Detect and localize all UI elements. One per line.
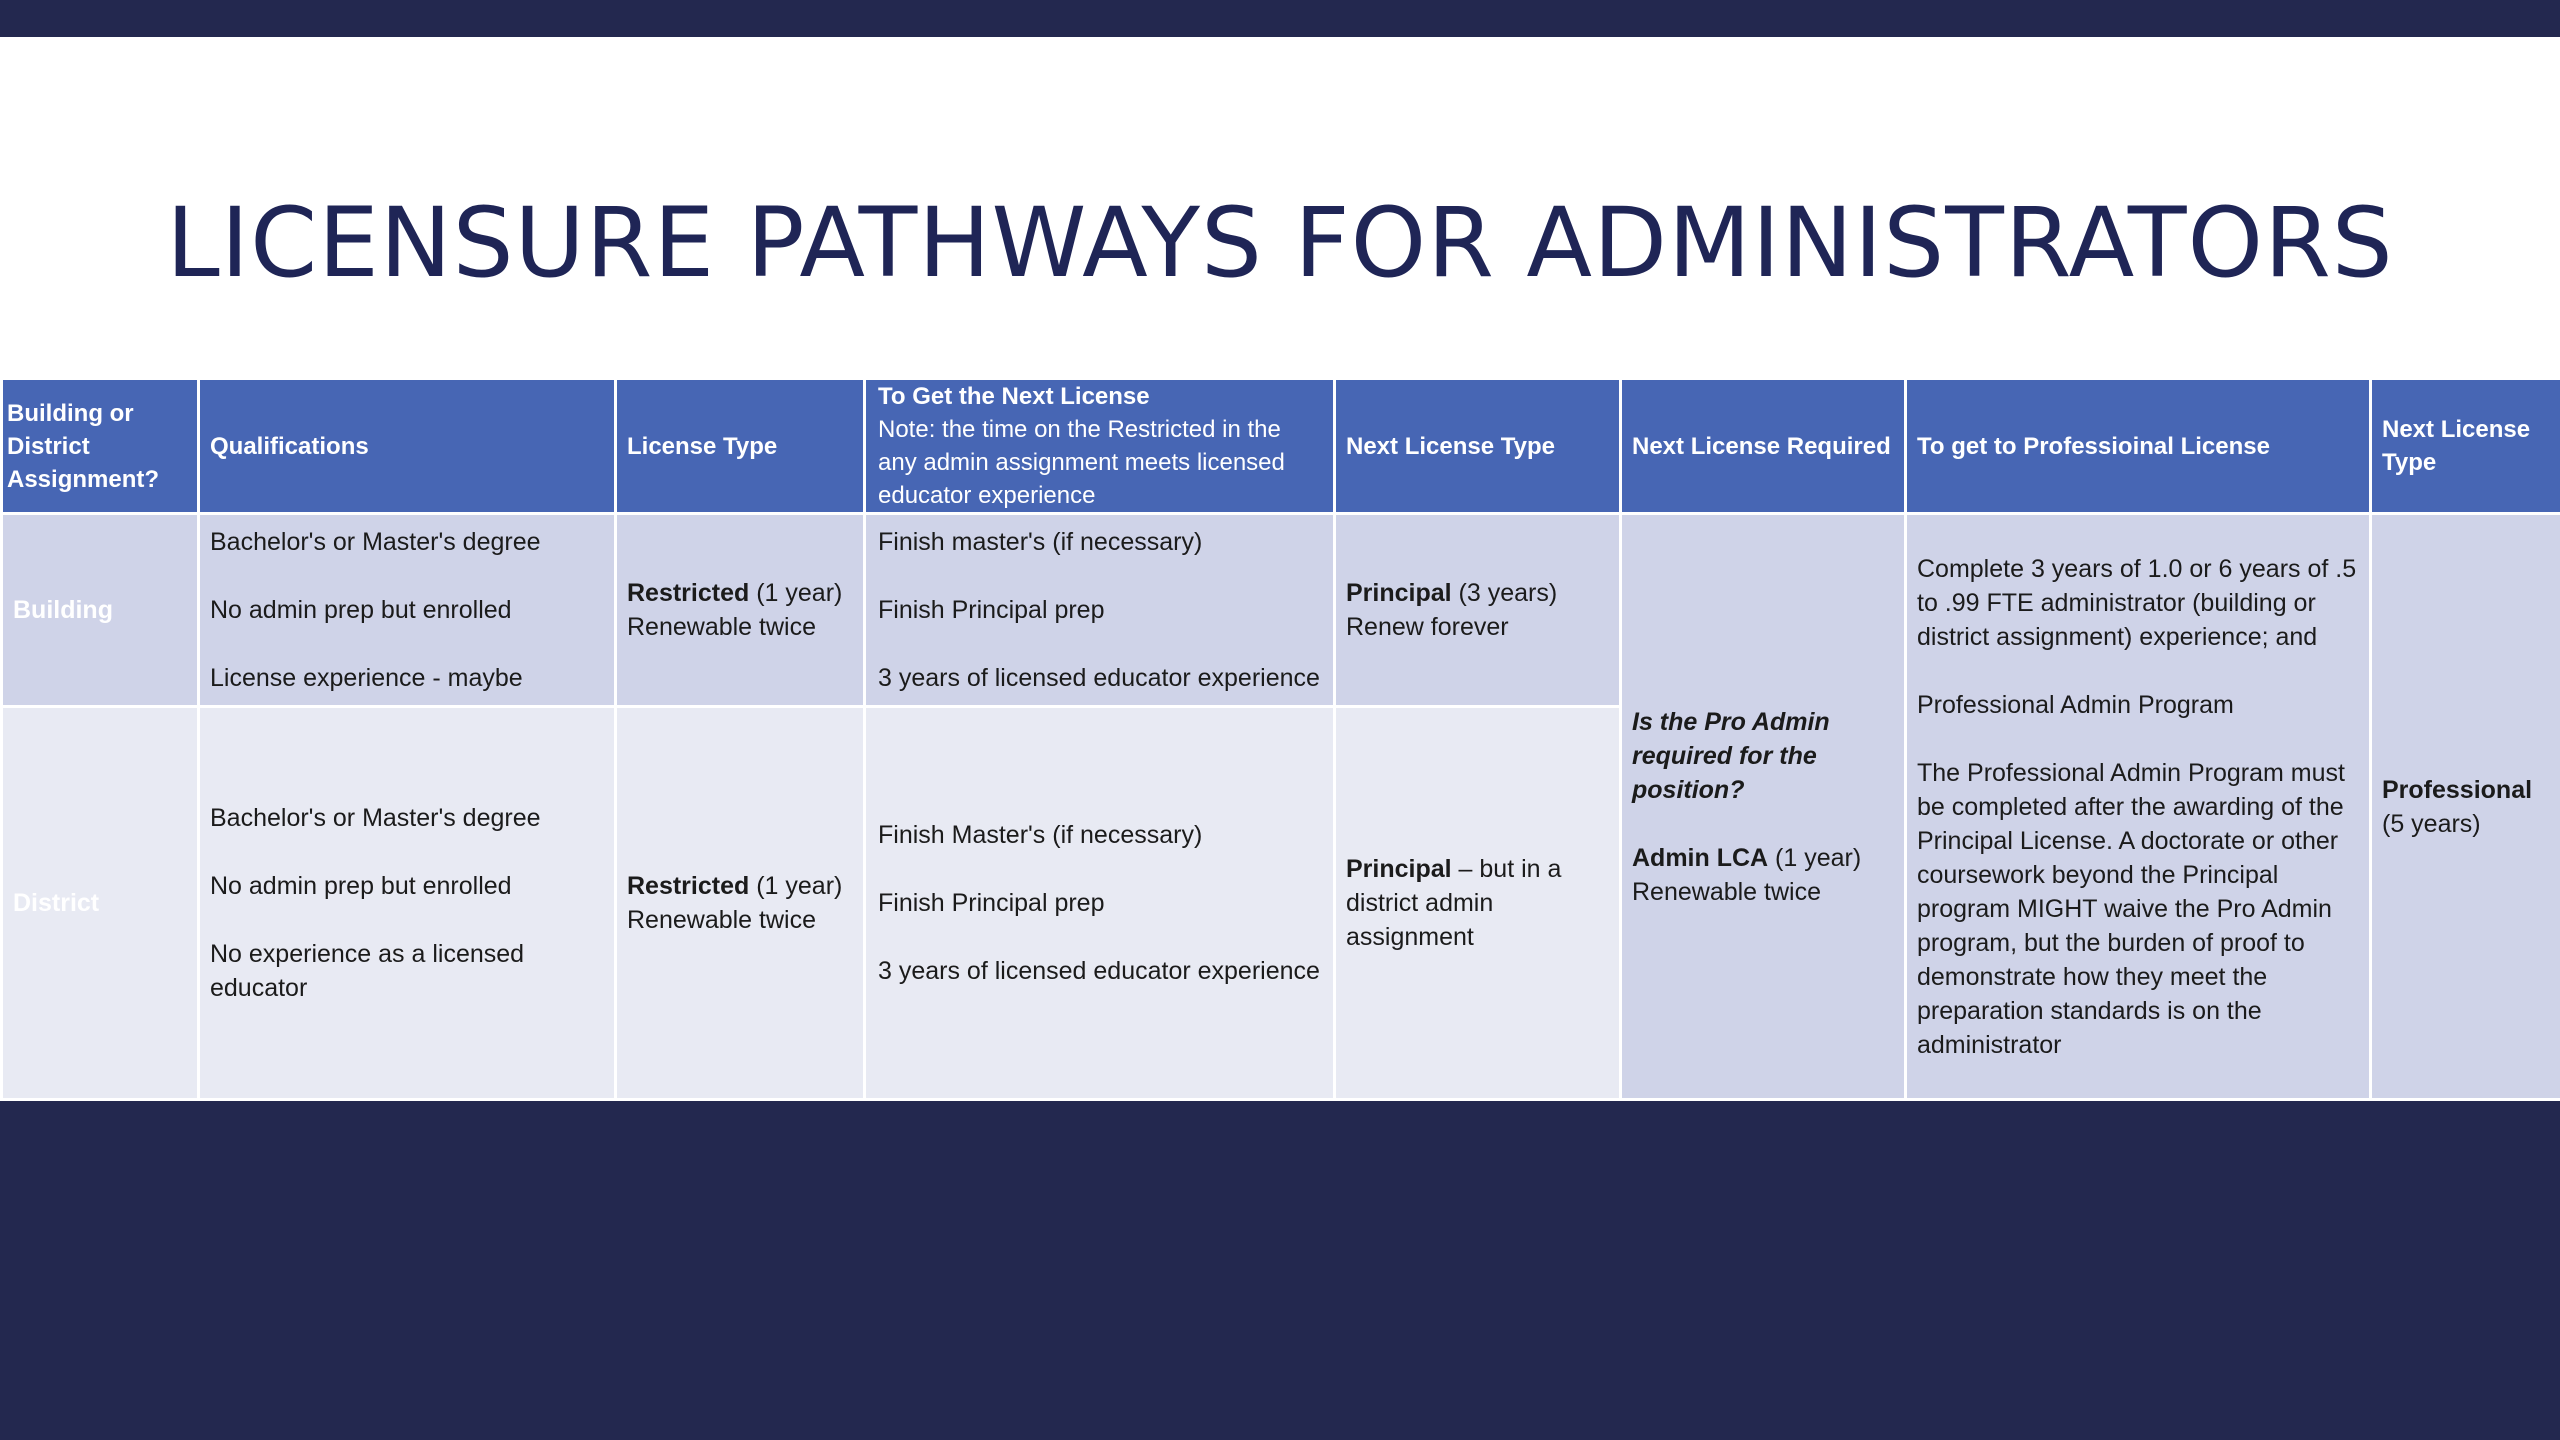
license-type-duration: (1 year) [749,579,843,608]
qualification-item: No admin prep but enrolled [210,872,512,901]
qualification-item: Bachelor's or Master's degree [210,528,541,557]
license-type-district [616,707,865,1100]
next-license-name: Principal [1346,579,1452,608]
qualification-item: No experience as a licensed educator [210,940,525,1003]
qualifications-building [199,514,616,707]
license-type-name: Restricted [627,579,750,608]
final-license-duration: (5 years) [2382,809,2481,838]
final-license-cell [2371,514,2560,1100]
license-type-building [616,514,865,707]
page-title: LICENSURE PATHWAYS FOR ADMINISTRATORS [166,187,2394,299]
admin-lca-renewal: Renewable twice [1632,877,1821,906]
next-license-name: Principal [1346,855,1452,884]
col-header-next-license-steps-title: To Get the Next License [878,383,1150,410]
next-step-item: Finish Principal prep [878,889,1105,918]
professional-steps-cell [1906,514,2371,1100]
table-row-building [2,514,2560,707]
admin-lca-duration: (1 year) [1768,843,1862,872]
license-type-renewal: Renewable twice [627,613,816,642]
next-license-building [1335,514,1621,707]
pro-admin-question: Is the Pro Admin required for the position? [1632,707,1830,804]
next-license-duration: (3 years) [1451,579,1558,608]
col-header-next-license-note: Note: the time on the Restricted in the any admin assignment meets licensed educator experience [878,416,1285,510]
col-header-professional-steps: To get to Professioinal License [1906,379,2371,514]
final-license-name: Professional [2382,775,2533,804]
next-license-district [1335,707,1621,1100]
col-header-next-license-required: Next License Required [1621,379,1906,514]
license-type-name: Restricted [627,872,750,901]
col-header-next-license-type: Next License Type [1335,379,1621,514]
qualification-item: No admin prep but enrolled [210,596,512,625]
row-label-building: Building [2,514,199,707]
qualification-item: Bachelor's or Master's degree [210,804,541,833]
col-header-license-type: License Type [616,379,865,514]
qualifications-district [199,707,616,1100]
qualification-item: License experience - maybe [210,664,523,693]
next-step-item: Finish Master's (if necessary) [878,821,1203,850]
admin-lca-name: Admin LCA [1632,843,1769,872]
next-steps-building [865,514,1335,707]
next-step-item: Finish Principal prep [878,596,1105,625]
col-header-final-license-type: Next License Type [2371,379,2560,514]
col-header-qualifications: Qualifications [199,379,616,514]
col-header-assignment: Building or District Assignment? [2,379,199,514]
next-license-renewal: Renew forever [1346,613,1509,642]
header-row [2,379,2560,514]
licensure-table [0,377,2560,1101]
next-steps-district [865,707,1335,1100]
license-type-duration: (1 year) [749,872,843,901]
next-step-item: 3 years of licensed educator experience [878,664,1320,693]
professional-step-item: Complete 3 years of 1.0 or 6 years of .5 to .99 FTE administrator (building or district assignment) experience; and [1917,554,2357,651]
next-license-required-cell [1621,514,1906,1100]
next-step-item: 3 years of licensed educator experience [878,957,1320,986]
license-type-renewal: Renewable twice [627,906,816,935]
next-license-note: – but in a district admin assignment [1346,855,1562,952]
col-header-next-license-steps [865,379,1335,514]
next-step-item: Finish master's (if necessary) [878,528,1203,557]
professional-step-item: Professional Admin Program [1917,690,2234,719]
row-label-district: District [2,707,199,1100]
professional-step-item: The Professional Admin Program must be completed after the awarding of the Principal License. A doctorate or other coursework beyond the Principal program MIGHT waive the Pro Admin program, but the burden of proof to demonstrate how they meet the preparation standards is on the administrator [1917,758,2345,1059]
